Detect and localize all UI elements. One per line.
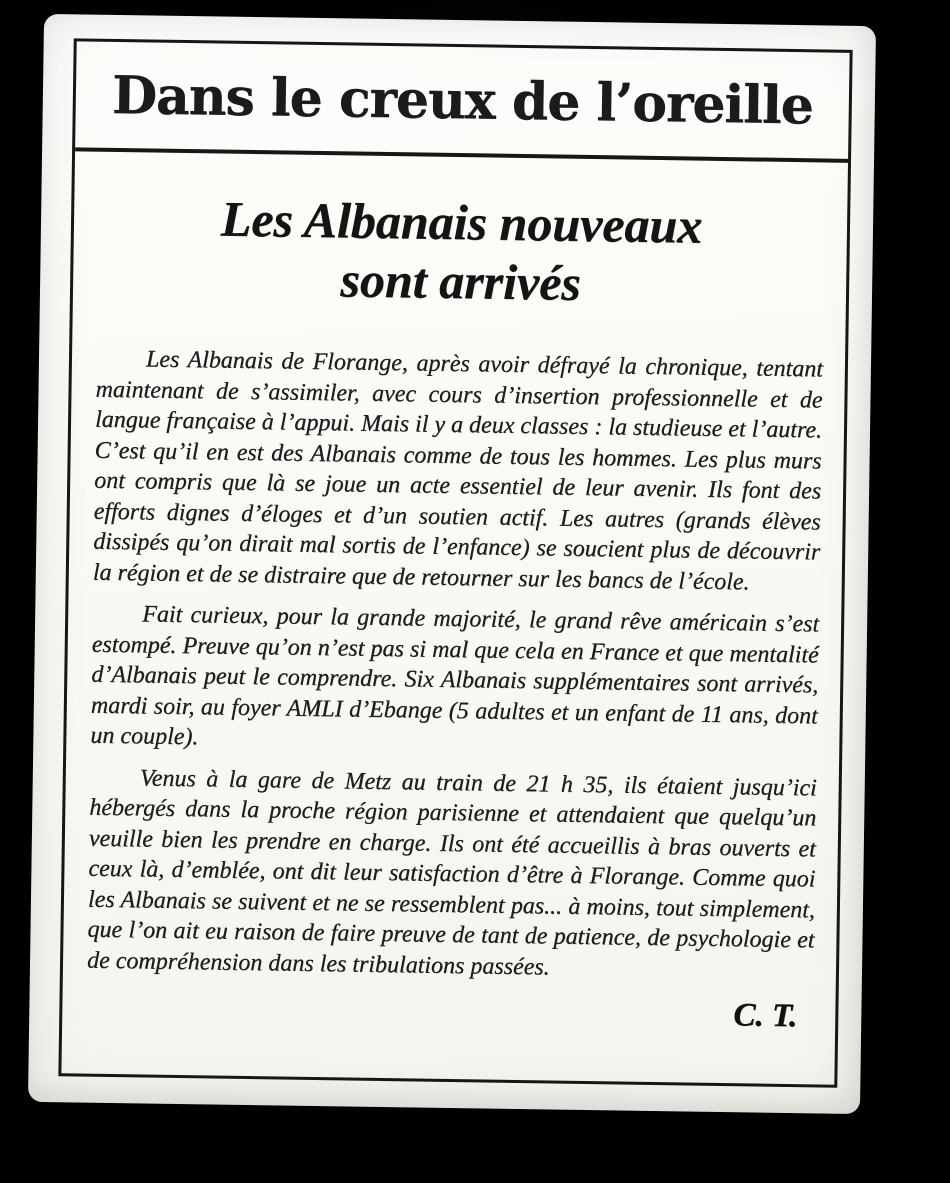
headline-line-2: sont arrivés xyxy=(340,251,582,311)
masthead xyxy=(75,41,850,162)
newspaper-clipping-page xyxy=(28,14,876,1114)
article-headline xyxy=(97,188,826,317)
masthead-title: Dans le creux de l’oreille xyxy=(111,64,814,136)
article-body xyxy=(62,151,848,1035)
article-paragraph-1: Les Albanais de Florange, après avoir défrayé la chronique, tentant maintenant de s’assimiler, avec cours d’insertion professionnelle et de langue française à l’appui. Mais il y a deux classes : la studieuse et l’autre. C’est qu’il en est des Albanais comme de tous les hommes. Les plus murs ont compris que là se joue un acte essentiel de leur avenir. Ils font des efforts dignes d’éloges et d’un soutien actif. Les autres (grands élèves dissipés qu’on dirait mal sortis de l’enfance) se soucient plus de découvrir la région et de se distraire que de retourner sur les bancs de l’école. xyxy=(92,346,824,595)
article-paragraph-2: Fait curieux, pour la grande majorité, le grand rêve américain s’est estompé. Preuve qu’on n’est pas si mal que cela en France et que mentalité d’Albanais peut le comprendre. Six Albanais supplémentaires sont arrivés, mardi soir, au foyer AMLI d’Ebange (5 adultes et un enfant de 11 ans, dont un couple). xyxy=(90,601,820,751)
headline-line-1: Les Albanais nouveaux xyxy=(220,190,703,254)
author-signature: C. T. xyxy=(733,997,798,1035)
article-frame xyxy=(58,38,852,1087)
article-paragraph-3: Venus à la gare de Metz au train de 21 h 35, ils étaient jusqu’ici hébergés dans la proche région parisienne et attendaient que quelqu’un veuille bien les prendre en charge. Ils ont été accueillis à bras ouverts et ceux là, d’emblée, ont dit leur satisfaction d’être à Florange. Comme quoi les Albanais se suivent et ne se ressemblent pas... à moins, tout simplement, que l’on ait eu raison de faire preuve de tant de patience, de psychologie et de compréhension dans les tribulations passées. xyxy=(86,764,817,980)
